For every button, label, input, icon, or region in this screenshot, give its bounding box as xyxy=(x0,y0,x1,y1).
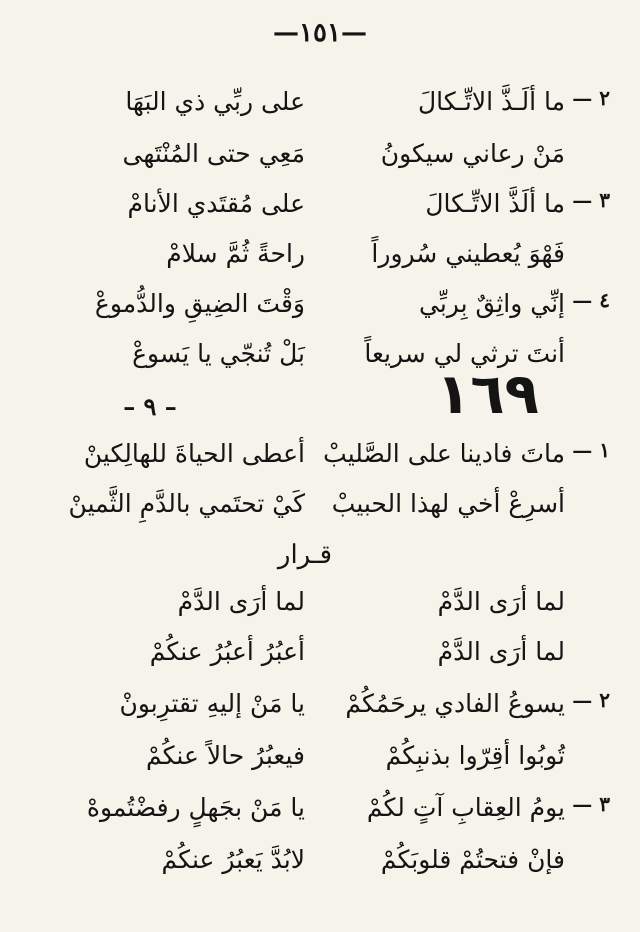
verse-line xyxy=(0,132,640,184)
second-hemistich: أعطى الحياةَ للهالِكينْ xyxy=(83,439,305,468)
first-hemistich: ما ألَـذَّ الاتِّـكالَ xyxy=(418,87,565,116)
first-hemistich: إنِّي واثِقٌ بِربِّي xyxy=(418,289,565,318)
verse-line xyxy=(0,432,640,484)
first-hemistich: أسرِعْ أخي لهذا الحبيبْ xyxy=(331,489,565,518)
verse-number: ٢ — xyxy=(572,86,610,110)
first-hemistich: يسوعُ الفادي يرحَمُكُمْ xyxy=(345,689,565,718)
second-hemistich: بَلْ تُنجّي يا يَسوعْ xyxy=(132,339,305,368)
first-hemistich: تُوبُوا أقِرّوا بذنبِكُمْ xyxy=(385,741,565,770)
second-hemistich: فيعبُرُ حالاً عنكُمْ xyxy=(145,741,305,770)
verse-line xyxy=(0,282,640,334)
second-hemistich: لما أرَى الدَّمْ xyxy=(177,587,305,616)
verse-line xyxy=(0,734,640,786)
verse-number: ٣ — xyxy=(572,792,610,816)
second-hemistich: وَقْتَ الضِيقِ والدُّموعْ xyxy=(94,289,305,318)
refrain-title: قـرار xyxy=(277,540,333,570)
first-hemistich: فَهْوَ يُعطيني سُروراً xyxy=(371,239,565,268)
refrain-line xyxy=(0,580,640,632)
verse-line xyxy=(0,482,640,534)
verse-number: ٢ — xyxy=(572,688,610,712)
first-hemistich: لما أرَى الدَّمْ xyxy=(437,637,565,666)
first-hemistich: ماتَ فادينا على الصَّليبْ xyxy=(323,439,565,468)
second-hemistich: أعبُرُ أعبُرُ عنكُمْ xyxy=(149,637,305,666)
second-hemistich: على ربِّي ذي البَهَا xyxy=(125,87,305,116)
first-hemistich: مَنْ رعاني سيكونُ xyxy=(380,139,565,168)
verse-number: ٤ — xyxy=(572,288,610,312)
verse-line xyxy=(0,232,640,284)
verse-line xyxy=(0,838,640,890)
first-hemistich: ما ألَذَّ الاتِّـكالَ xyxy=(425,189,565,218)
hymn-marker: – ٩ – xyxy=(123,392,177,421)
second-hemistich: يا مَنْ بجَهلٍ رفضْتُموهْ xyxy=(86,793,305,822)
verse-line xyxy=(0,182,640,234)
page-number: —١٥١— xyxy=(273,18,367,48)
second-hemistich: على مُقتَدي الأنامْ xyxy=(127,189,305,218)
refrain-line xyxy=(0,630,640,682)
verse-line xyxy=(0,682,640,734)
second-hemistich: راحةً ثُمَّ سلامْ xyxy=(166,239,305,268)
second-hemistich: يا مَنْ إليهِ تقترِبونْ xyxy=(119,689,305,718)
verse-number: ١ — xyxy=(572,438,610,462)
first-hemistich: لما أرَى الدَّمْ xyxy=(437,587,565,616)
verse-line xyxy=(0,80,640,132)
second-hemistich: مَعِي حتى المُنْتَهى xyxy=(122,139,305,168)
verse-line xyxy=(0,786,640,838)
first-hemistich: يومُ العِقابِ آتٍ لكُمْ xyxy=(366,793,565,822)
second-hemistich: كَيْ تحتَمي بالدَّمِ الثَّمينْ xyxy=(68,489,305,518)
first-hemistich: أنتَ ترثي لي سريعاً xyxy=(364,339,565,368)
hymn-number: ١٦٩ xyxy=(436,362,539,427)
first-hemistich: فإنْ فتحتُمْ قلوبَكُمْ xyxy=(380,845,565,874)
verse-number: ٣ — xyxy=(572,188,610,212)
second-hemistich: لابُدَّ يَعبُرُ عنكُمْ xyxy=(161,845,305,874)
